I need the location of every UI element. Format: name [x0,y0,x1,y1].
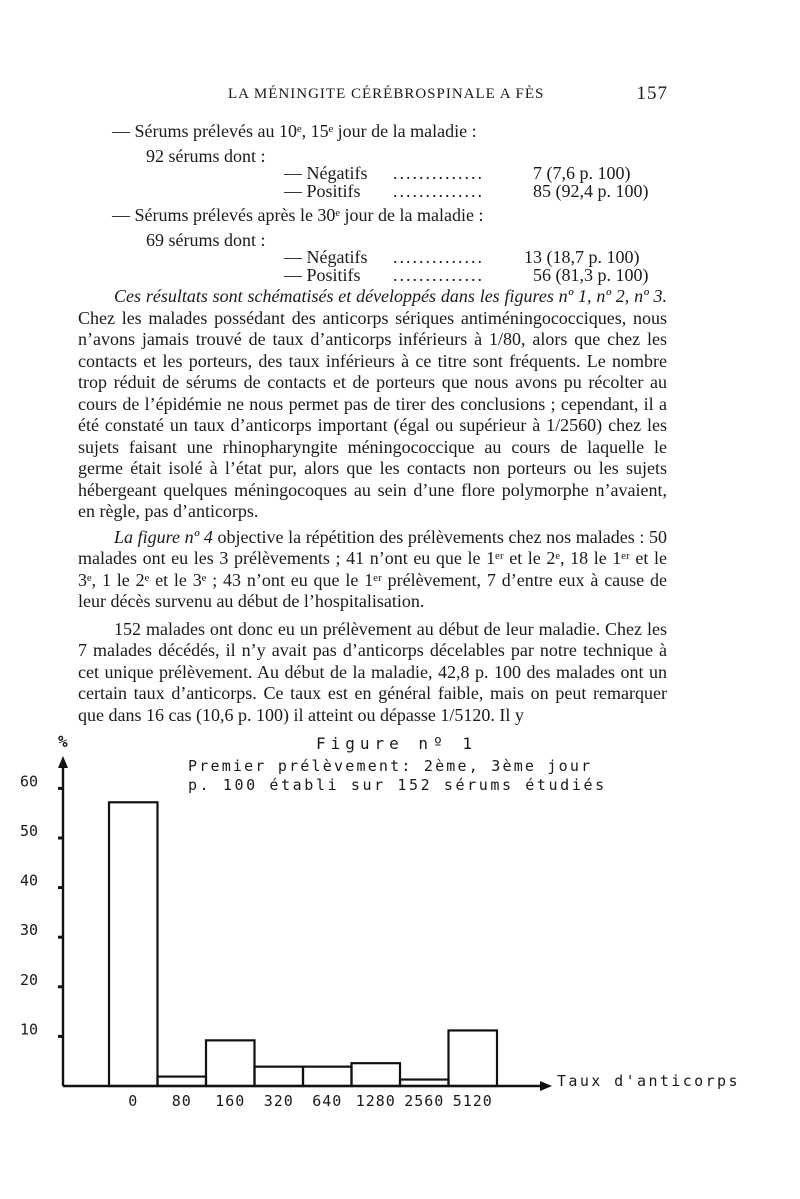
y-ticks [20,772,63,1038]
paragraph-1 [78,286,667,523]
y-tick-label-40: 40 [20,871,39,890]
leader-dots: .............. [393,265,484,285]
list-item-1-count: 92 sérums dont : [146,146,266,166]
bar-320 [255,1067,304,1086]
bar-80 [158,1077,207,1086]
bar-160 [206,1040,255,1086]
axes [58,756,552,1091]
y-axis-label: % [58,732,68,751]
list-item-2-intro: — Sérums prélevés après le 30ᵉ jour de la maladie : [112,205,484,225]
x-tick-label-320: 320 [263,1092,294,1110]
y-tick-label-50: 50 [20,822,39,840]
x-tick-label-1280: 1280 [355,1092,396,1110]
paragraph-2-text: objective la répétition des prélèvements chez nos malades : 50 malades ont eu les 3 prélèvements ; 41 n’ont eu que le 1ᵉʳ et le 2ᵉ, 18 le 1ᵉʳ et le 3ᵉ, 1 le 2ᵉ et le 3ᵉ ; 43 n’ont eu que le 1ᵉʳ prélèvement, 7 d’entre eux à cause de leur décès survenu au début de l’hospitalisation. [78,526,668,611]
paragraph-1-text: Chez les malades possédant des anticorps sériques antiméningococciques, nous n’avons jamais trouvé de taux d’anticorps inférieurs à 1/80, alors que chez les contacts et les porteurs, des taux inférieurs à ce titre sont fréquents. Le nombre trop réduit de sérums de contacts et de porteurs que nous avons pu récolter au cours de l’épidémie ne nous permet pas de tirer des conclusions ; cependant, il a été constaté un taux d’anticorps important (égal ou supérieur à 1/2560) chez les sujets faisant une rhinopharyngite méningococcique au cours de laquelle le germe était isolé à l’état pur, alors que les contacts non porteurs ou les sujets hébergeant quelques méningocoques au sein d’une flore polymorphe n’avaient, en règle, pas d’anticorps. [78,307,667,521]
bars [109,802,497,1086]
list-item-1-negatifs-label: — Négatifs [284,163,368,183]
list-item-2-count: 69 sérums dont : [146,230,266,250]
x-tick-label-5120: 5120 [452,1092,493,1110]
list-item-1-positifs-label: — Positifs [284,181,361,201]
bar-2560 [400,1080,449,1086]
page-number: 157 [636,83,668,104]
list-item-2-negatifs-value: 13 (18,7 p. 100) [524,247,640,267]
list-item-1-negatifs-value: 7 (7,6 p. 100) [533,163,631,183]
running-title: LA MÉNINGITE CÉRÉBROSPINALE A FÈS [228,86,545,102]
figure-1-svg [0,720,800,1130]
list-item-1-intro: — Sérums prélevés au 10ᵉ, 15ᵉ jour de la maladie : [112,121,477,141]
bar-0 [109,802,158,1086]
y-tick-label-30: 30 [20,921,39,940]
x-tick-label-2560: 2560 [404,1092,445,1110]
list-item-2-positifs-value: 56 (81,3 p. 100) [533,265,649,285]
paragraph-2 [78,527,667,613]
bar-640 [303,1067,352,1086]
leader-dots: .............. [393,181,484,201]
x-axis-arrow [540,1081,552,1091]
figure-subtitle-line-1: Premier prélèvement: 2ème, 3ème jour [188,757,593,775]
list-item-2-positifs-label: — Positifs [284,265,361,285]
leader-dots: .............. [393,247,484,267]
x-axis-label: Taux d'anticorps [557,1072,740,1090]
list-item-2-negatifs-label: — Négatifs [284,247,368,267]
x-tick-label-160: 160 [215,1092,246,1110]
paragraph-2-italic: La figure nº 4 [114,526,213,547]
list-item-1-positifs-value: 85 (92,4 p. 100) [533,181,649,201]
bar-5120 [449,1030,498,1086]
paragraph-1-italic: Ces résultats sont schématisés et développés dans les figures nº 1, nº 2, nº 3. [114,286,667,306]
figure-subtitle-line-2: p. 100 établi sur 152 sérums étudiés [188,776,607,794]
paragraph-3: 152 malades ont donc eu un prélèvement au début de leur maladie. Chez les 7 malades décédés, il n’y avait pas d’anticorps décelables par notre technique à cet unique prélèvement. Au début de la maladie, 42,8 p. 100 des malades ont un certain taux d’anticorps. Ce taux est en général faible, mais on peut remarquer que dans 16 cas (10,6 p. 100) il atteint ou dépasse 1/5120. Il y [78,618,667,725]
x-tick-label-0: 0 [128,1092,139,1110]
body-text [78,286,667,726]
y-tick-label-10: 10 [20,1020,39,1039]
figure-1-chart [0,720,800,1130]
figure-title: Figure nº 1 [316,734,477,753]
bar-1280 [352,1063,401,1086]
y-tick-label-20: 20 [20,970,39,989]
y-axis-arrow [58,756,68,768]
x-tick-label-640: 640 [312,1092,343,1110]
x-tick-label-80: 80 [171,1092,192,1110]
x-ticks [128,1092,493,1110]
leader-dots: .............. [393,163,484,183]
y-tick-label-60: 60 [20,772,39,791]
